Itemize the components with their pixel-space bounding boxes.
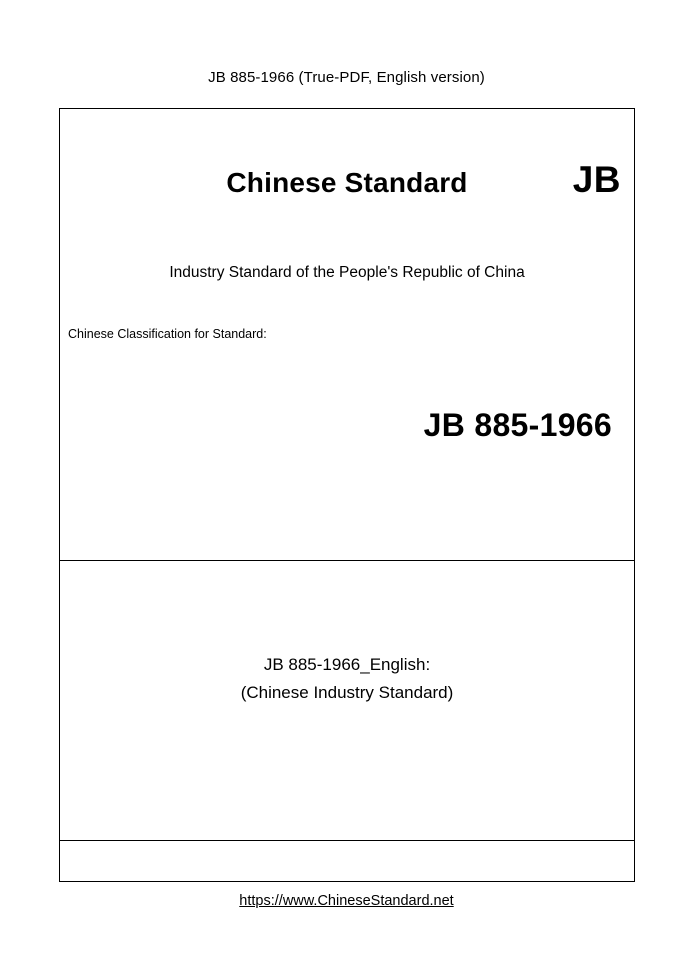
standard-subtitle: Industry Standard of the People's Republic of China — [169, 264, 525, 281]
english-title-line-2: (Chinese Industry Standard) — [240, 683, 454, 702]
page-caption: JB 885-1966 (True-PDF, English version) — [208, 69, 485, 86]
english-title-line-1: JB 885-1966_English: — [263, 655, 431, 674]
footer — [0, 893, 693, 909]
cover-middle-panel — [60, 561, 634, 841]
classification-label: Chinese Classification for Standard: — [68, 327, 267, 341]
english-title-block — [60, 651, 634, 707]
cover-bottom-panel — [60, 841, 634, 881]
cover-top-panel — [60, 109, 634, 561]
jb-logo-mark: JB — [572, 159, 621, 200]
page-title: Chinese Standard — [226, 167, 468, 198]
standard-number: JB 885-1966 — [423, 407, 612, 443]
source-website-link[interactable]: https://www.ChineseStandard.net — [239, 893, 454, 909]
title-row — [60, 159, 634, 215]
cover-frame — [59, 108, 635, 882]
